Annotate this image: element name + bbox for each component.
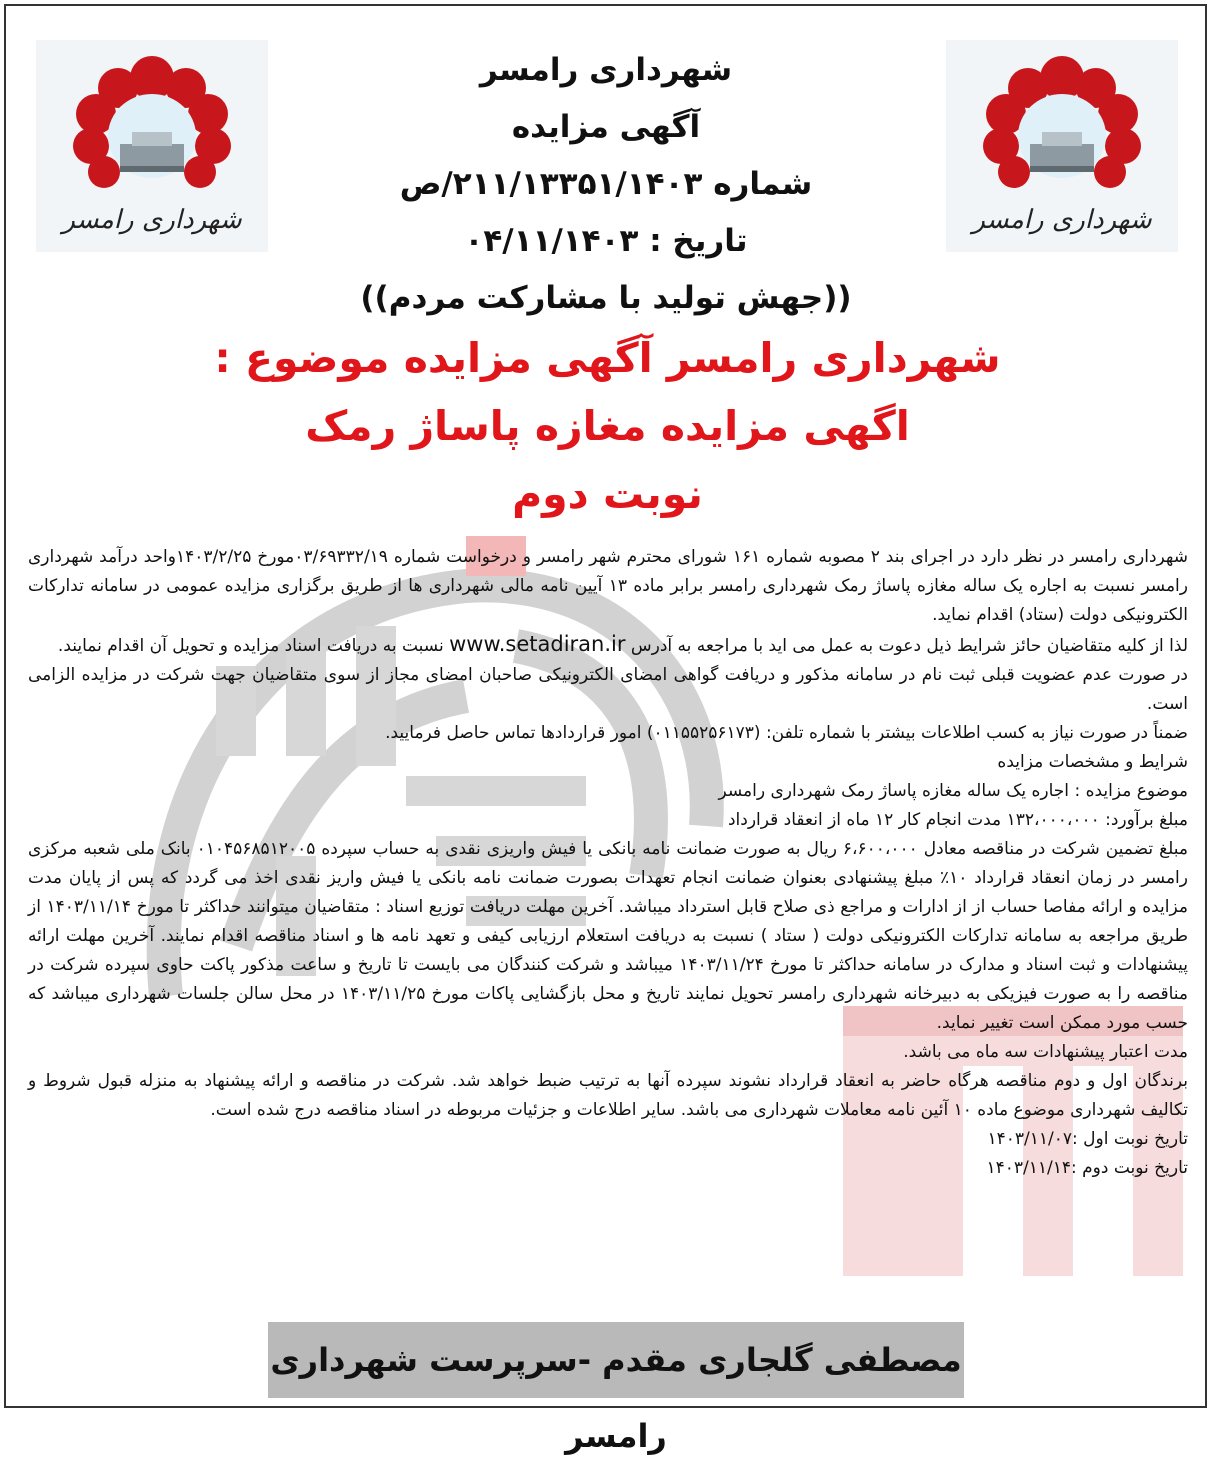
header-date: تاریخ : ۰۴/۱۱/۱۴۰۳	[464, 223, 748, 259]
svg-text:شهرداری رامسر: شهرداری رامسر	[62, 205, 242, 235]
body-validity: مدت اعتبار پیشنهادات سه ماه می باشد.	[903, 1042, 1188, 1062]
header-slogan: ((جهش تولید با مشارکت مردم))	[360, 280, 852, 316]
body-winners: برندگان اول و دوم مناقصه هرگاه حاضر به انعقاد قرارداد نشوند سپرده آنها به ترتیب ضبط خواهد شد. شرکت در مناقصه و ارائه پیشنهاد به منزله قبول شروط و تکالیف شهرداری موضوع ماده ۱۰ آئین نامه معاملات شهرداری می باشد. سایر اطلاعات و جزئیات مربوطه در اسناد مناقصه درج شده است.	[28, 1071, 1188, 1120]
body-paragraph-membership: در صورت عدم عضویت قبلی ثبت نام در سامانه مذکور و دریافت گواهی امضای الکترونیکی صاحبان امضای مجاز از سوی متقاضیان جهت شرکت در مزایده الزامی است.	[28, 665, 1188, 714]
body-paragraph-contact: ضمناً در صورت نیاز به کسب اطلاعات بیشتر با شماره تلفن: (۰۱۱۵۵۲۵۶۱۷۳) امور قراردادها تماس حاصل فرمایید.	[385, 723, 1188, 743]
headline-line-3: نوبت دوم	[512, 470, 703, 518]
body-conditions-heading: شرایط و مشخصات مزایده	[997, 752, 1188, 772]
body-subject: موضوع مزایده : اجاره یک ساله مغازه پاساژ رمک شهرداری رامسر	[718, 781, 1188, 801]
municipality-logo-right	[946, 40, 1178, 252]
header-org: شهرداری رامسر	[479, 52, 733, 88]
invite-text-before: لذا از کلیه متقاضیان حائز شرایط ذیل دعوت به عمل می اید با مراجعه به آدرس	[625, 636, 1188, 656]
svg-text:شهرداری رامسر: شهرداری رامسر	[972, 205, 1152, 235]
notice-page	[4, 4, 1207, 1455]
body-estimate: مبلغ برآورد: ۱۳۲،۰۰۰،۰۰۰ مدت انجام کار ۱۲ ماه از انعقاد قرارداد	[727, 810, 1188, 830]
headline-block	[6, 324, 1209, 528]
municipality-logo-left	[36, 40, 268, 252]
signature-box: مصطفی گلجاری مقدم -سرپرست شهرداری رامسر	[268, 1322, 964, 1398]
headline-line-2: اگهی مزایده مغازه پاساژ رمک	[305, 402, 910, 450]
invite-text-after: نسبت به دریافت اسناد مزایده و تحویل آن اقدام نمایند.	[57, 636, 450, 656]
body-second-round-date: تاریخ نوبت دوم :۱۴۰۳/۱۱/۱۴	[986, 1158, 1188, 1178]
body-guarantee: مبلغ تضمین شرکت در مناقصه معادل ۶،۶۰۰،۰۰۰ ریال به صورت ضمانت نامه بانکی یا فیش واریزی نقدی به حساب سپرده ۰۱۰۴۵۶۸۵۱۲۰۰۵ بانک ملی شعبه مرکزی رامسر در زمان انعقاد قرارداد ۱۰٪ مبلغ پیشنهادی بعنوان ضمانت انجام تعهدات بصورت ضمانت نامه بانکی یا فیش واریز نقدی اخذ می گردد که پس از پایان مدت مزایده و ارائه مفاصا حساب از از ادارات و مراجع ذی صلاح قابل استرداد میباشد. آخرین مهلت دریافت توزیع اسناد : متقاضیان میتوانند حداکثر تا مورخ ۱۴۰۳/۱۱/۱۴ از طریق مراجعه به سامانه تدارکات الکترونیکی دولت ( ستاد ) نسبت به دریافت استعلام ارزیابی کیفی و تعهد نامه ها و اسناد مناقصه اقدام نمایند. آخرین مهلت ارائه پیشنهادات و ثبت اسناد و مدارک در سامانه حداکثر تا مورخ ۱۴۰۳/۱۱/۲۴ میباشد و شرکت کنندگان می بایست تا تاریخ و ساعت مذکور پاکت حاوی سپرده شرکت در مناقصه را به صورت فیزیکی به دبیرخانه شهرداری رامسر تحویل نمایند تاریخ و محل بازگشایی پاکات مورخ ۱۴۰۳/۱۱/۲۵ در محل سالن جلسات شهرداری میباشد که حسب مورد ممکن است تغییر نماید.	[28, 839, 1188, 1033]
header-notice-title: آگهی مزایده	[511, 109, 701, 145]
notice-header	[276, 42, 936, 327]
notice-body	[28, 543, 1188, 1183]
header-number: شماره ۲۱۱/۱۳۳۵۱/۱۴۰۳/ص	[399, 166, 813, 202]
body-first-round-date: تاریخ نوبت اول :۱۴۰۳/۱۱/۰۷	[987, 1129, 1188, 1149]
headline-line-1: شهرداری رامسر آگهی مزایده موضوع :	[214, 334, 1001, 382]
body-paragraph-invite	[28, 630, 1188, 661]
body-paragraph-intro: شهرداری رامسر در نظر دارد در اجرای بند ۲ مصوبه شماره ۱۶۱ شورای محترم شهر رامسر و درخواست شماره ۰۳/۶۹۳۳۲/۱۹مورخ ۱۴۰۳/۲/۲۵واحد درآمد شهرداری رامسر نسبت به اجاره یک ساله مغازه پاساژ رمک شهرداری رامسر برابر ماده ۱۳ آیین نامه مالی شهرداری ها از طریق برگزاری مزایده عمومی در سامانه تدارکات الکترونیکی دولت (ستاد) اقدام نماید.	[28, 547, 1188, 625]
setadiran-link[interactable]: www.setadiran.ir	[449, 632, 626, 656]
